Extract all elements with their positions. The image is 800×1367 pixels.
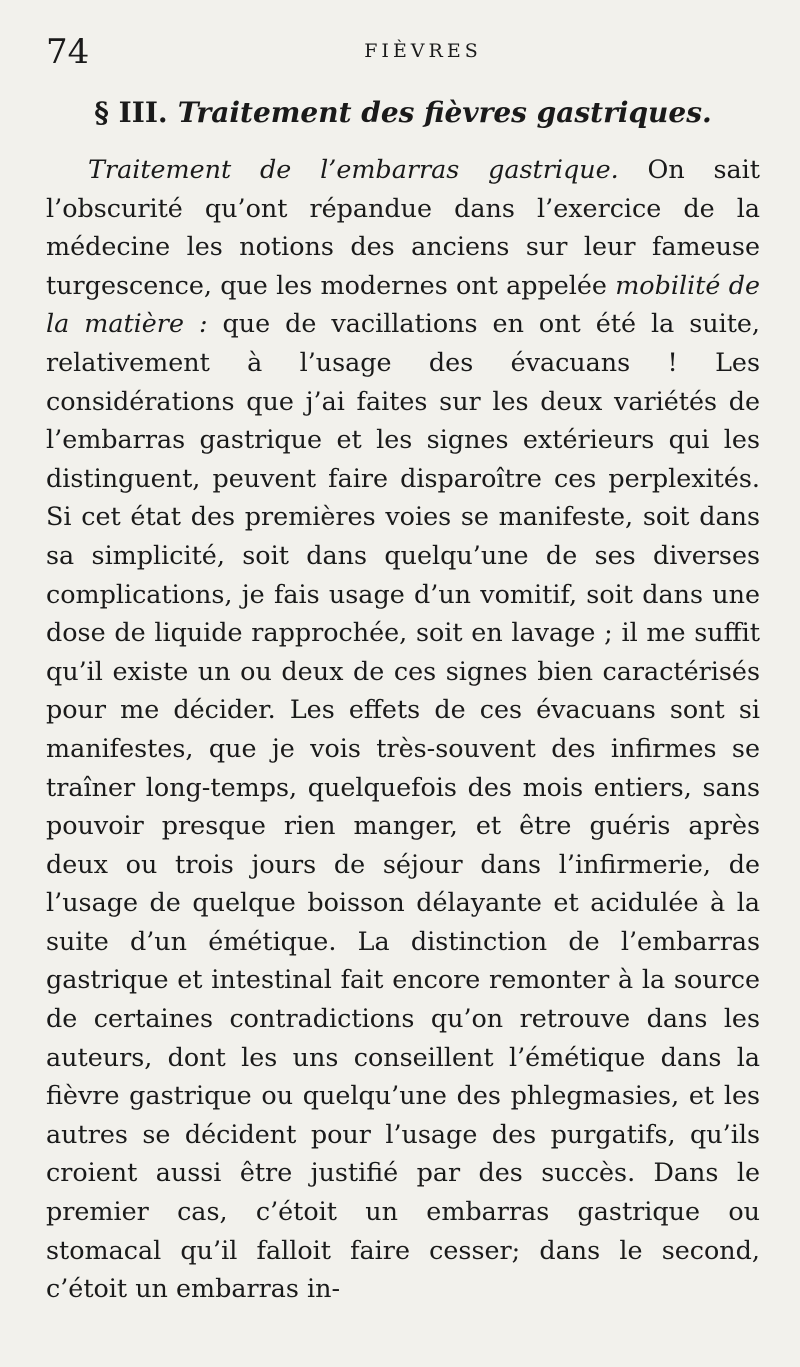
section-number: § III. xyxy=(94,96,168,129)
paragraph-text-part-2: que de vacillations en ont été la suite, relativement à l’usage des évacuans ! Les considérations que j’ai faites sur les deux variétés de l’embarras gastrique et les signes extérieurs qui les distinguent, peuvent faire disparoître ces perplexités. Si cet état des premières voies se manifeste, soit dans sa simplicité, soit dans quelqu’une de ses diverses complications, je fais usage d’un vomitif, soit dans une dose de liquide rapprochée, soit en lavage ; il me suffit qu’il existe un ou deux de ces signes bien caractérisés pour me décider. Les effets de ces évacuans sont si manifestes, que je vois très-souvent des infirmes se traîner long-temps, quelquefois des mois entiers, sans pouvoir presque rien manger, et être guéris après deux ou trois jours de séjour dans l’infirmerie, de l’usage de quelque boisson délayante et acidulée à la suite d’un émétique. La distinction de l’embarras gastrique et intestinal fait encore remonter à la source de certaines contradictions qu’on retrouve dans les auteurs, dont les uns conseillent l’émétique dans la fièvre gastrique ou quelqu’une des phlegmasies, et les autres se décident pour l’usage des purgatifs, qu’ils croient aussi être justifié par des succès. Dans le premier cas, c’étoit un embarras gastrique ou stomacal qu’il falloit faire cesser; dans le second, c’étoit un embarras in- xyxy=(46,308,761,1304)
paragraph-term: mobilité de la matière : xyxy=(46,269,760,339)
section-title: Traitement des fièvres gastriques. xyxy=(177,96,712,129)
body-paragraph xyxy=(46,150,760,1308)
running-head xyxy=(46,30,760,82)
paragraph-text-part-1: On sait l’obscurité qu’ont répandue dans l’exercice de la médecine les notions des anciens sur leur fameuse turgescence, que les modernes ont appelée xyxy=(46,154,760,300)
running-title: FIÈVRES xyxy=(364,40,482,62)
page-number: 74 xyxy=(46,32,90,72)
section-heading xyxy=(46,88,760,138)
paragraph-lead: Traitement de l’embarras gastrique. xyxy=(88,154,619,184)
